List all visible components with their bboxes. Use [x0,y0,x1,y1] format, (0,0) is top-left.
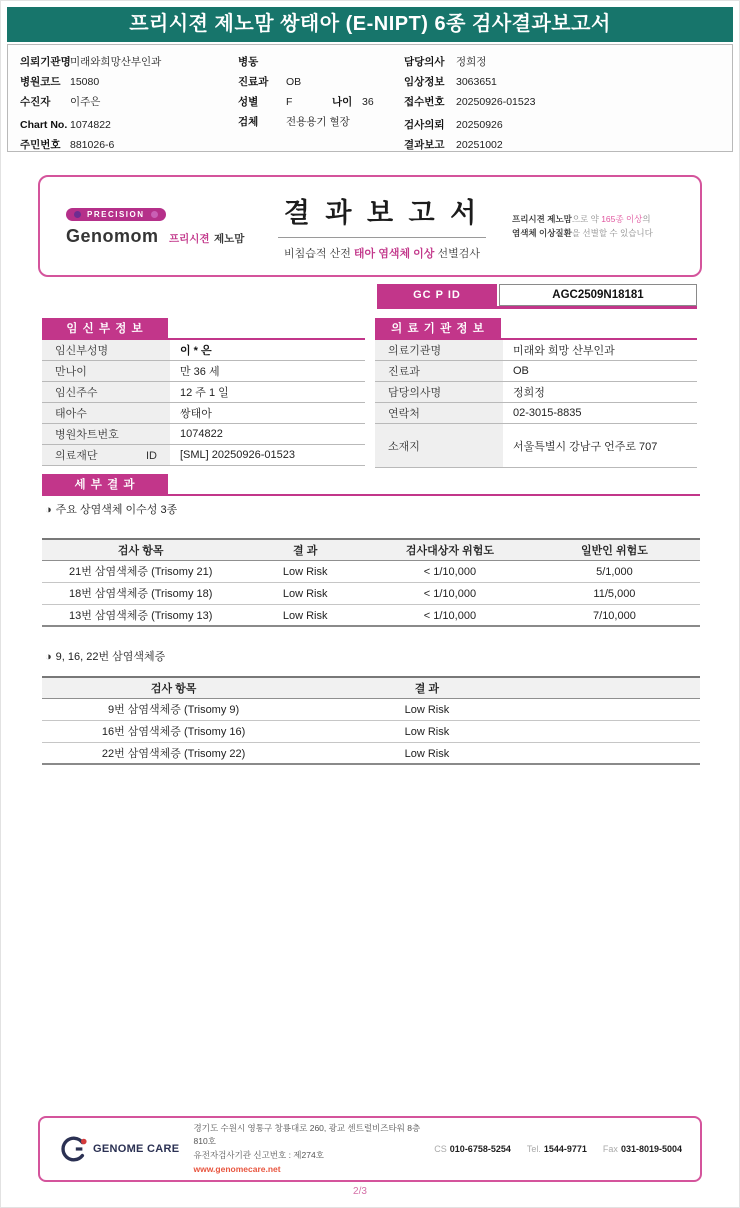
report-subtitle: 비침습적 산전 태아 염색체 이상 선별검사 [284,248,480,260]
field-chart-no: Chart No. 1074822 [20,119,111,131]
mother-info-table [42,318,365,466]
field-report-date: 결과보고 20251002 [404,139,503,151]
detail-results-header: 세 부 결 과 [42,474,700,496]
report-main-title: 결 과 보 고 서 [278,191,486,238]
field-clinical-info: 임상정보 3063651 [404,76,497,88]
table-row: 소재지 서울특별시 강남구 언주로 707 [375,424,697,468]
table-row: 진료과 OB [375,361,697,382]
field-receipt-no: 접수번호 20250926-01523 [404,96,536,108]
table-header-row: 검사 항목 결 과 [42,676,700,699]
field-hospital-code: 병원코드 15080 [20,76,100,88]
half-circle-bullet-icon: ◑ [45,504,52,516]
field-specimen: 검체 전용용기 혈장 [238,116,350,128]
report-title-bar: 프리시젼 제노맘 쌍태아 (E-NIPT) 6종 검사결과보고서 [7,7,733,42]
brand-wordmark: Genomom 프리시젼 제노맘 [66,226,245,246]
table-row: 임신부성명 이 * 은 [42,340,365,361]
field-patient-name: 수진자 이주은 [20,96,101,108]
patient-info-col2 [238,52,408,132]
patient-info-col1 [20,52,230,155]
table-row: 9번 삼염색체증 (Trisomy 9) Low Risk [42,699,700,721]
table-row: 태아수 쌍태아 [42,403,365,424]
table-row: 병원차트번호 1074822 [42,424,365,445]
table-header-row: 검사 항목 결 과 검사대상자 위험도 일반인 위험도 [42,538,700,561]
trisomy-main-table [42,538,700,627]
half-circle-bullet-icon: ◑ [45,651,52,663]
tel-contact: Tel. 1544-9771 [526,1144,587,1154]
gcpid-value: AGC2509N18181 [499,284,697,306]
table-row: 의료재단 ID [SML] 20250926-01523 [42,445,365,466]
precision-badge: PRECISION [66,208,166,221]
field-sex-age: 성별 F 나이 36 [238,96,374,108]
footer-address: 경기도 수원시 영통구 창룡대로 260, 광교 센트럴비즈타워 8층 810호 유전자검사기관 신고번호 : 제274호 www.genomecare.net [194,1122,435,1176]
clinic-info-header: 의 료 기 관 정 보 [375,318,697,340]
field-resident-no: 주민번호 881026-6 [20,139,115,151]
mother-info-header: 임 신 부 정 보 [42,318,365,340]
section1-caption: ◑ 주요 상염색체 이수성 3종 [45,504,178,516]
genome-care-logo: GENOME CARE [58,1134,194,1164]
table-row: 21번 삼염색체증 (Trisomy 21) Low Risk < 1/10,000 5/1,000 [42,561,700,583]
table-row: 16번 삼염색체증 (Trisomy 16) Low Risk [42,721,700,743]
table-row: 만나이 만 36 세 [42,361,365,382]
report-header-box [38,175,702,277]
table-row: 임신주수 12 주 1 일 [42,382,365,403]
page-number: 2/3 [353,1186,367,1197]
field-doctor: 담당의사 정희정 [404,56,487,68]
gcpid-label: GC P ID [377,284,497,306]
section2-caption: ◑ 9, 16, 22번 삼염색체증 [45,651,166,663]
report-tagline: 프리시젼 제노맘으로 약 165종 이상의 염색체 이상질환을 선별할 수 있습니다 [512,213,653,238]
table-row: 담당의사명 정희정 [375,382,697,403]
patient-info-col3 [404,52,724,155]
badge-right-dot-icon [151,211,158,218]
table-row: 22번 삼염색체증 (Trisomy 22) Low Risk [42,743,700,765]
table-row: 13번 삼염색체증 (Trisomy 13) Low Risk < 1/10,000 7/10,000 [42,605,700,627]
genomom-logo [40,205,252,247]
field-department: 진료과 OB [238,76,302,88]
trisomy-extra-table [42,676,700,765]
report-main-title-block [252,191,512,261]
website-link[interactable]: www.genomecare.net [193,1163,281,1174]
gc-monogram-icon [58,1134,88,1164]
table-row: 의료기관명 미래와 희망 산부인과 [375,340,697,361]
cs-contact: CS 010-6758-5254 [434,1144,511,1154]
fax-contact: Fax 031-8019-5004 [602,1144,682,1154]
table-row: 18번 삼염색체증 (Trisomy 18) Low Risk < 1/10,000 11/5,000 [42,583,700,605]
badge-left-dot-icon [74,211,81,218]
clinic-info-table [375,318,697,468]
footer-bar [38,1116,702,1182]
patient-info-panel [7,44,733,152]
field-request-date: 검사의뢰 20250926 [404,119,503,131]
table-row: 연락처 02-3015-8835 [375,403,697,424]
gcpid-row [377,284,697,309]
field-ward: 병동 [238,56,259,68]
field-requesting-org: 의뢰기관명미래와희망산부인과 [20,56,162,68]
footer-contacts [434,1144,682,1154]
